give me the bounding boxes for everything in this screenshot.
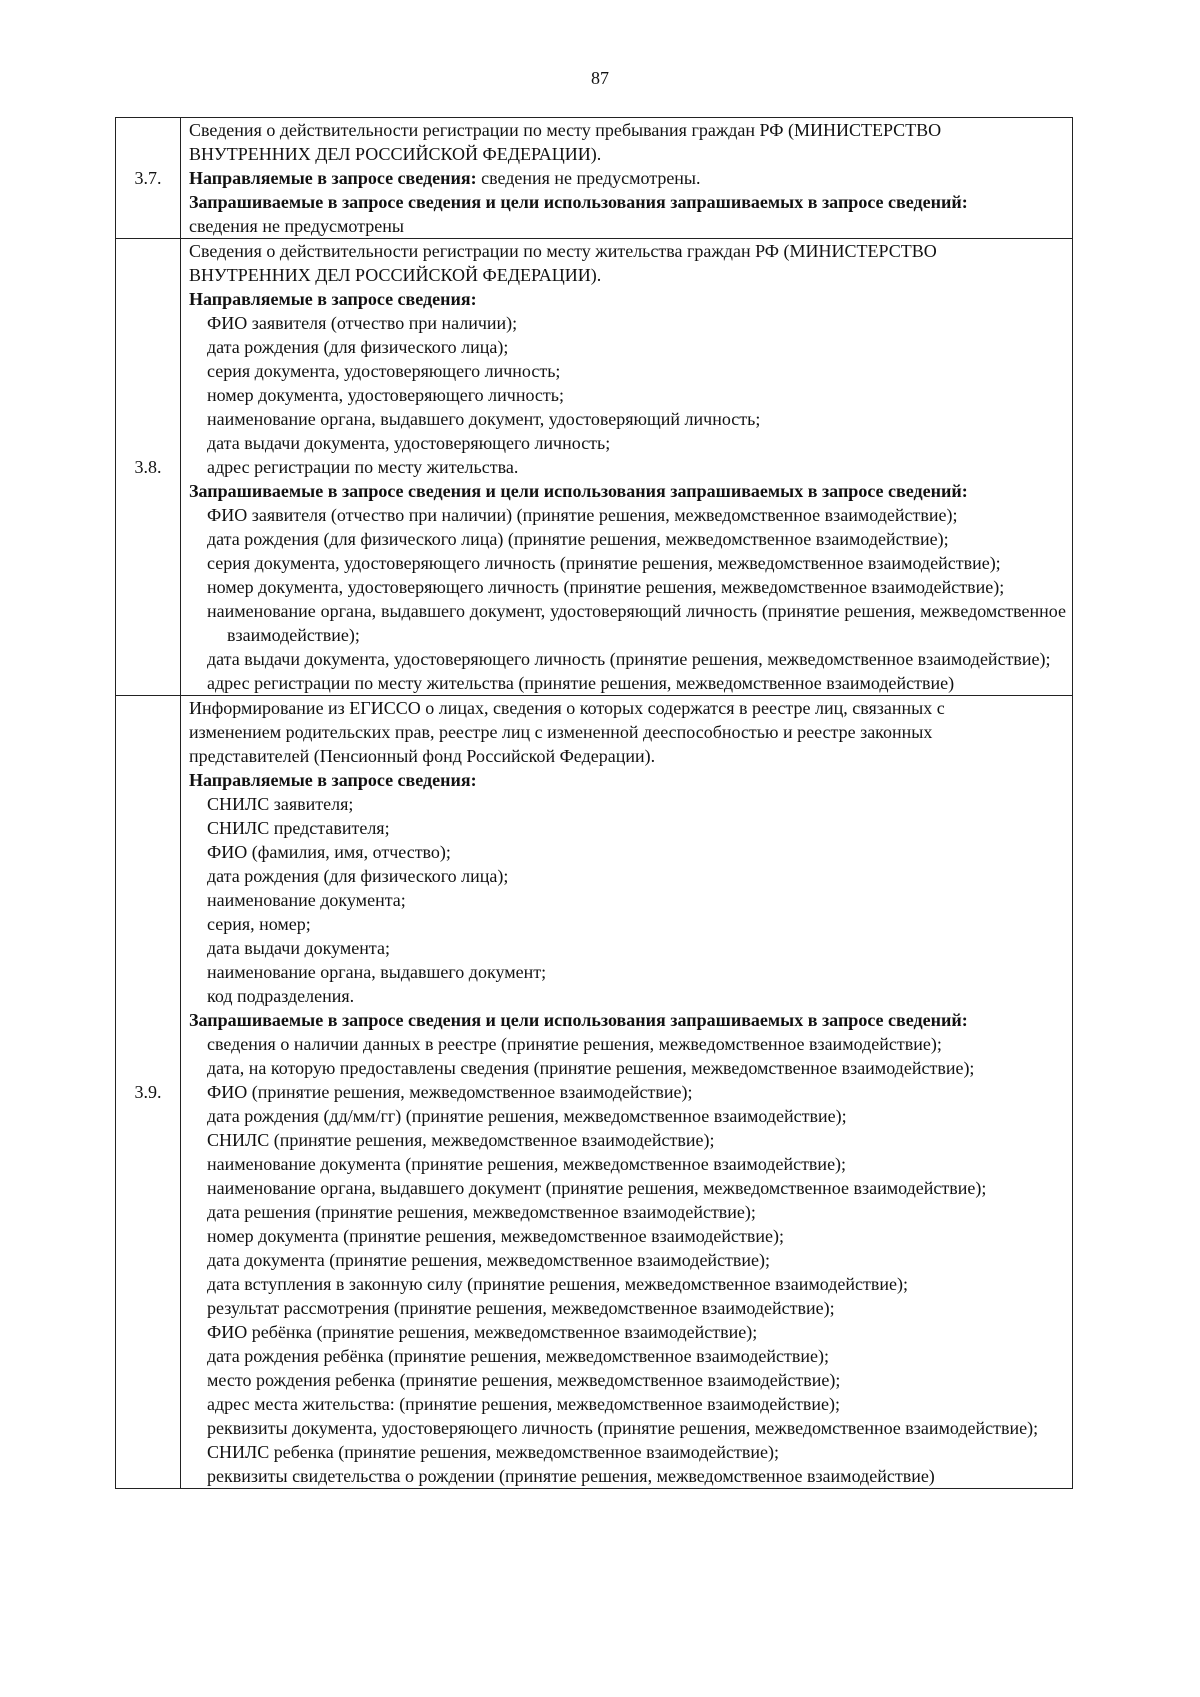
sent-section (189, 287, 1066, 311)
requested-item: номер документа (принятие решения, межведомственное взаимодействие); (207, 1226, 784, 1246)
sent-item: СНИЛС заявителя; (207, 794, 354, 814)
requested-section (189, 190, 1066, 214)
requested-section (189, 479, 1066, 503)
requested-item: ФИО ребёнка (принятие решения, межведомственное взаимодействие); (207, 1322, 758, 1342)
row-content (181, 118, 1073, 239)
sent-item: СНИЛС представителя; (207, 818, 390, 838)
registry-table (115, 117, 1073, 1489)
sent-item: дата рождения (для физического лица); (207, 866, 509, 886)
sent-section (189, 166, 1066, 190)
sent-item: номер документа, удостоверяющего личность; (207, 385, 564, 405)
sent-section (189, 768, 1066, 792)
requested-item: СНИЛС (принятие решения, межведомственное взаимодействие); (207, 1130, 715, 1150)
requested-item: место рождения ребенка (принятие решения, межведомственное взаимодействие); (207, 1370, 841, 1390)
requested-item: дата документа (принятие решения, межведомственное взаимодействие); (207, 1250, 771, 1270)
requested-item: дата выдачи документа, удостоверяющего личность (принятие решения, межведомственное взаимодействие); (207, 649, 1051, 669)
requested-label: Запрашиваемые в запросе сведения и цели использования запрашиваемых в запросе сведений: (189, 1010, 968, 1030)
requested-item: дата решения (принятие решения, межведомственное взаимодействие); (207, 1202, 756, 1222)
sent-item: серия, номер; (207, 914, 311, 934)
row-number: 3.9. (116, 696, 181, 1489)
sent-item: наименование органа, выдавшего документ, удостоверяющий личность; (207, 409, 761, 429)
sent-label: Направляемые в запросе сведения: (189, 168, 477, 188)
sent-inline-value: сведения не предусмотрены. (481, 168, 701, 188)
sent-label: Направляемые в запросе сведения: (189, 289, 477, 309)
row-content (181, 239, 1073, 696)
row-heading: Информирование из ЕГИССО о лицах, сведения о которых содержатся в реестре лиц, связанных с изменением родительских прав, реестре лиц с измененной дееспособностью и реестре законных представителей (Пенсионный фонд Российской Федерации). (189, 698, 945, 766)
sent-item: наименование документа; (207, 890, 406, 910)
requested-item: дата рождения (для физического лица) (принятие решения, межведомственное взаимодействие); (207, 529, 949, 549)
requested-item: результат рассмотрения (принятие решения, межведомственное взаимодействие); (207, 1298, 835, 1318)
table-row (116, 118, 1073, 239)
sent-item: серия документа, удостоверяющего личность; (207, 361, 561, 381)
sent-item: ФИО (фамилия, имя, отчество); (207, 842, 451, 862)
requested-item: сведения о наличии данных в реестре (принятие решения, межведомственное взаимодействие); (207, 1034, 942, 1054)
row-number: 3.8. (116, 239, 181, 696)
requested-item: адрес регистрации по месту жительства (принятие решения, межведомственное взаимодействие) (207, 673, 955, 693)
row-content (181, 696, 1073, 1489)
requested-item: реквизиты свидетельства о рождении (принятие решения, межведомственное взаимодействие) (207, 1466, 935, 1486)
row-heading: Сведения о действительности регистрации по месту пребывания граждан РФ (МИНИСТЕРСТВО ВНУТРЕННИХ ДЕЛ РОССИЙСКОЙ ФЕДЕРАЦИИ). (189, 120, 942, 164)
requested-inline-value: сведения не предусмотрены (189, 216, 404, 236)
requested-item: СНИЛС ребенка (принятие решения, межведомственное взаимодействие); (207, 1442, 779, 1462)
requested-item: дата, на которую предоставлены сведения (принятие решения, межведомственное взаимодействие); (207, 1058, 975, 1078)
sent-item: дата рождения (для физического лица); (207, 337, 509, 357)
requested-item: реквизиты документа, удостоверяющего личность (принятие решения, межведомственное взаимодействие); (207, 1418, 1039, 1438)
requested-label: Запрашиваемые в запросе сведения и цели использования запрашиваемых в запросе сведений: (189, 481, 968, 501)
requested-item: наименование органа, выдавшего документ, удостоверяющий личность (принятие решения, межведомственное взаимодействие); (207, 601, 1066, 645)
page-number: 87 (591, 68, 609, 88)
sent-item: дата выдачи документа; (207, 938, 390, 958)
requested-item: ФИО (принятие решения, межведомственное взаимодействие); (207, 1082, 693, 1102)
requested-label: Запрашиваемые в запросе сведения и цели использования запрашиваемых в запросе сведений: (189, 192, 968, 212)
table-row (116, 239, 1073, 696)
document-body (115, 117, 1073, 1489)
sent-label: Направляемые в запросе сведения: (189, 770, 477, 790)
requested-item: дата вступления в законную силу (принятие решения, межведомственное взаимодействие); (207, 1274, 908, 1294)
sent-item: адрес регистрации по месту жительства. (207, 457, 519, 477)
requested-item: ФИО заявителя (отчество при наличии) (принятие решения, межведомственное взаимодействие); (207, 505, 958, 525)
requested-item: наименование документа (принятие решения, межведомственное взаимодействие); (207, 1154, 847, 1174)
requested-item: адрес места жительства: (принятие решения, межведомственное взаимодействие); (207, 1394, 840, 1414)
registry-table-body (116, 118, 1073, 1489)
row-heading: Сведения о действительности регистрации по месту жительства граждан РФ (МИНИСТЕРСТВО ВНУТРЕННИХ ДЕЛ РОССИЙСКОЙ ФЕДЕРАЦИИ). (189, 241, 937, 285)
requested-section (189, 1008, 1066, 1032)
sent-item: ФИО заявителя (отчество при наличии); (207, 313, 518, 333)
requested-item: дата рождения ребёнка (принятие решения, межведомственное взаимодействие); (207, 1346, 829, 1366)
sent-item: наименование органа, выдавшего документ; (207, 962, 547, 982)
table-row (116, 696, 1073, 1489)
sent-item: дата выдачи документа, удостоверяющего личность; (207, 433, 611, 453)
sent-item: код подразделения. (207, 986, 355, 1006)
requested-item: серия документа, удостоверяющего личность (принятие решения, межведомственное взаимодействие); (207, 553, 1001, 573)
requested-item: дата рождения (дд/мм/гг) (принятие решения, межведомственное взаимодействие); (207, 1106, 847, 1126)
requested-item: наименование органа, выдавшего документ (принятие решения, межведомственное взаимодействие); (207, 1178, 987, 1198)
requested-item: номер документа, удостоверяющего личность (принятие решения, межведомственное взаимодействие); (207, 577, 1005, 597)
row-number: 3.7. (116, 118, 181, 239)
